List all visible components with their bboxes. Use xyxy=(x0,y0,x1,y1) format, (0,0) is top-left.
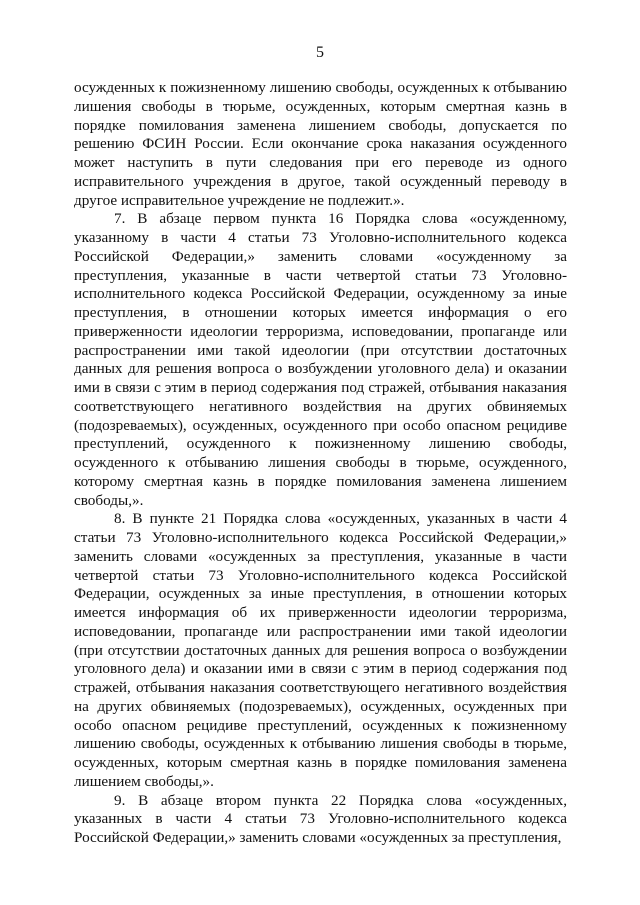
paragraph-item-7: 7. В абзаце первом пункта 16 Порядка слова «осужденному, указанному в части 4 статьи 73 Уголовно-исполнительного кодекса Российской Федерации,» заменить словами «осужденному за преступления, указанные в части четвертой статьи 73 Уголовно-исполнительного кодекса Российской Федерации, осужденному за иные преступления, в отношении которых имеется информация о его приверженности идеологии терроризма, исповедовании, пропаганде или распространении ими такой идеологии (при отсутствии достаточных данных для решения вопроса о возбуждении уголовного дела) и оказании ими в связи с этим в период содержания под стражей, отбывания наказания соответствующего негативного воздействия на других обвиняемых (подозреваемых), осужденных, осужденного при особо опасном рецидиве преступлений, осужденного к пожизненному лишению свободы, осужденного к отбыванию лишения свободы в тюрьме, осужденного, которому смертная казнь в порядке помилования заменена лишением свободы,». xyxy=(74,210,567,509)
paragraph-item-9: 9. В абзаце втором пункта 22 Порядка слова «осужденных, указанных в части 4 статьи 73 Уголовно-исполнительного кодекса Российской Федерации,» заменить словами «осужденных за преступления, xyxy=(74,791,567,846)
paragraph-item-8: 8. В пункте 21 Порядка слова «осужденных, указанных в части 4 статьи 73 Уголовно-исполнительного кодекса Российской Федерации,» заменить словами «осужденных за преступления, указанные в части четвертой статьи 73 Уголовно-исполнительного кодекса Российской Федерации, осужденных за иные преступления, в отношении которых имеется информация об их приверженности идеологии терроризма, исповедовании, пропаганде или распространении ими такой идеологии (при отсутствии достаточных данных для решения вопроса о возбуждении уголовного дела) и оказании ими в связи с этим в период содержания под стражей, отбывания наказания соответствующего негативного воздействия на других обвиняемых (подозреваемых), осужденных, осужденных при особо опасном рецидиве преступлений, осужденных к пожизненному лишению свободы, осужденных к отбыванию лишения свободы в тюрьме, осужденных, которым смертная казнь в порядке помилования заменена лишением свободы,». xyxy=(74,510,567,790)
paragraph-continuation: осужденных к пожизненному лишению свободы, осужденных к отбыванию лишения свободы в тюрьме, осужденных, которым смертная казнь в порядке помилования заменена лишением свободы, допускается по решению ФСИН России. Если окончание срока наказания осужденного может наступить в пути следования при его переводе из одного исправительного учреждения в другое, такой осужденный переводу в другое исправительное учреждение не подлежит.». xyxy=(74,79,567,209)
document-body xyxy=(74,79,567,848)
page-number: 5 xyxy=(316,44,324,61)
